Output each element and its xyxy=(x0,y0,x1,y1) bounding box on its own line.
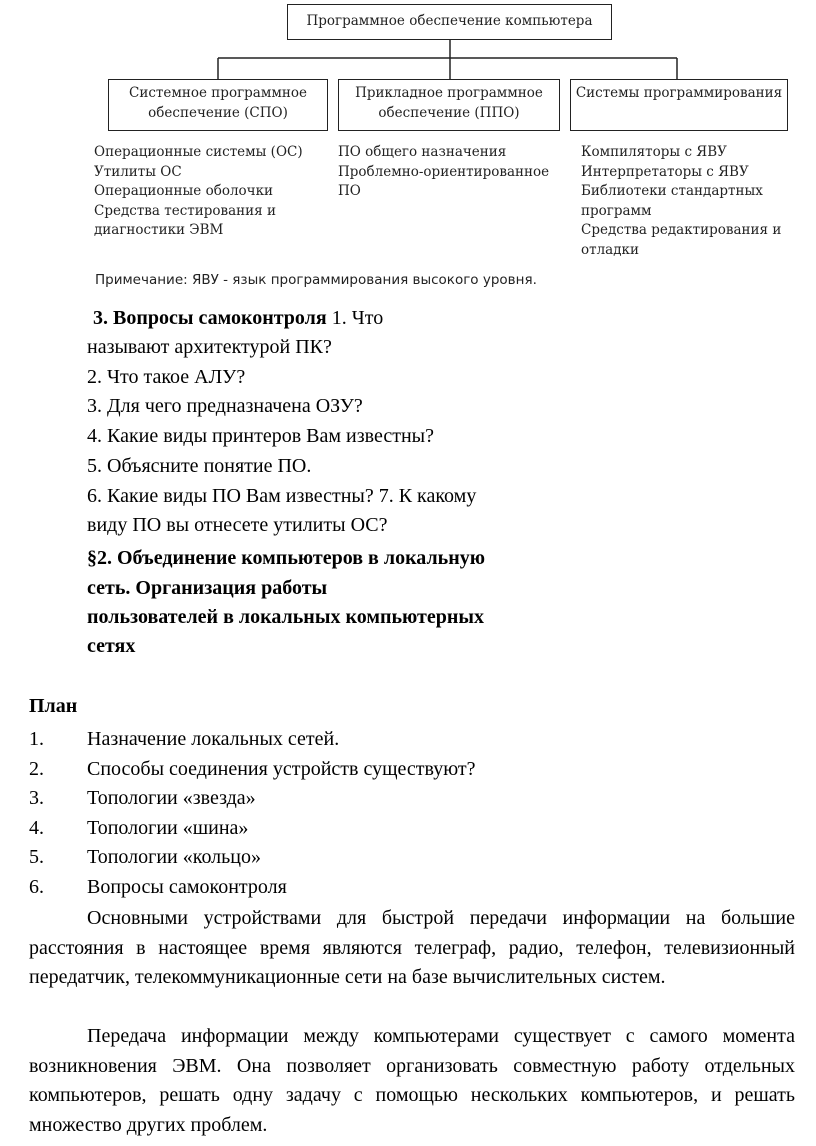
category-label-line1: Системное программное xyxy=(129,85,307,101)
category-box-ppo xyxy=(338,79,560,131)
plan-item-number: 1. xyxy=(29,728,44,750)
plan-item-number: 6. xyxy=(29,875,44,898)
list-item: Операционные оболочки xyxy=(94,183,274,199)
list-item: Библиотеки стандартных xyxy=(581,183,763,199)
questions-heading: 3. Вопросы самоконтроля xyxy=(93,307,327,329)
plan-item-number: 3. xyxy=(29,787,44,809)
list-item: программ xyxy=(581,202,652,219)
question-1-end: называют архитектурой ПК? xyxy=(87,336,332,358)
question-3: 3. Для чего предназначена ОЗУ? xyxy=(87,395,363,417)
question-6-line2: виду ПО вы отнесете утилиты ОС? xyxy=(87,514,388,536)
question-4: 4. Какие виды принтеров Вам известны? xyxy=(87,425,434,447)
question-1-start: 1. Что xyxy=(326,307,384,329)
questions-heading-line xyxy=(93,304,563,333)
plan-item-number: 5. xyxy=(29,846,44,868)
list-item: отладки xyxy=(581,241,639,258)
question-2: 2. Что такое АЛУ? xyxy=(87,366,246,388)
software-diagram xyxy=(0,0,816,300)
category-label-line2: обеспечение (ППО) xyxy=(378,105,520,121)
category-box-sp xyxy=(570,79,788,131)
category-label-line2: обеспечение (СПО) xyxy=(148,105,288,121)
ppo-items-list xyxy=(338,143,549,202)
list-item: диагностики ЭВМ xyxy=(94,222,224,238)
plan-item-label: Топологии «шина» xyxy=(87,816,249,839)
section-title-line3: пользователей в локальных компьютерных xyxy=(87,606,485,628)
list-item: Средства тестирования и xyxy=(94,202,276,219)
list-item: Средства редактирования и xyxy=(581,222,782,238)
list-item: Операционные системы (ОС) xyxy=(94,144,303,160)
category-box-spo xyxy=(108,79,328,131)
category-label-line1: Системы программирования xyxy=(575,85,783,101)
diagram-note: Примечание: ЯВУ - язык программирования высокого уровня. xyxy=(95,272,537,288)
list-item: Утилиты ОС xyxy=(94,163,182,180)
question-5: 5. Объясните понятие ПО. xyxy=(87,455,312,477)
list-item: ПО xyxy=(338,183,361,199)
plan-item-number: 4. xyxy=(29,816,44,839)
root-box xyxy=(287,4,612,40)
list-item: Проблемно-ориентированное xyxy=(338,163,550,180)
plan-title: План xyxy=(29,695,78,717)
list-item: ПО общего назначения xyxy=(338,144,507,160)
question-6-line1: 6. Какие виды ПО Вам известны? 7. К какому xyxy=(87,485,477,507)
paragraph-2: Передача информации между компьютерами существует с самого момента возникновения ЭВМ. Она позволяет организовать совместную работу отдельных компьютеров, решать одну задачу с помощью нескольких компьютеров, и решать множество других проблем. xyxy=(29,1025,795,1136)
plan-item-label: Способы соединения устройств существуют? xyxy=(87,757,476,780)
category-label-line1: Прикладное программное xyxy=(355,85,543,101)
section-title-line1: §2. Объединение компьютеров в локальную xyxy=(87,547,486,569)
list-item: Компиляторы с ЯВУ xyxy=(581,144,727,160)
section-title-line4: сетях xyxy=(87,635,136,657)
root-label: Программное обеспечение компьютера xyxy=(306,13,593,29)
plan-item-label: Топологии «кольцо» xyxy=(87,846,261,868)
plan-item-label: Вопросы самоконтроля xyxy=(87,875,287,898)
plan-item-label: Назначение локальных сетей. xyxy=(87,728,340,750)
plan-item-label: Топологии «звезда» xyxy=(87,787,256,809)
sp-items-list xyxy=(581,143,781,260)
plan-item-number: 2. xyxy=(29,757,44,780)
section-title-line2: сеть. Организация работы xyxy=(87,577,328,599)
list-item: Интерпретаторы с ЯВУ xyxy=(581,163,749,180)
paragraph-1: Основными устройствами для быстрой передачи информации на большие расстояния в настоящее время являются телеграф, радио, телефон, телевизионный передатчик, телекоммуникационные сети на базе вычислительных систем. xyxy=(29,907,795,988)
spo-items-list xyxy=(94,143,303,241)
